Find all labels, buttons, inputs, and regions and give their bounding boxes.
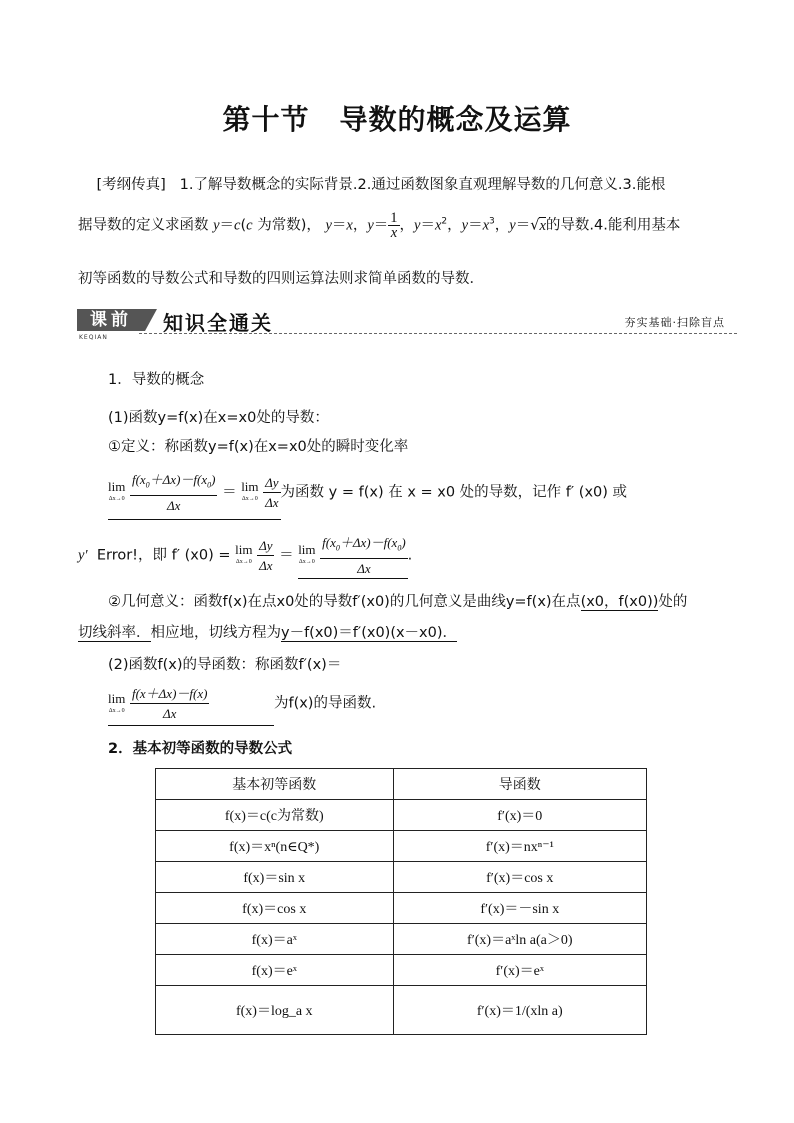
tangent-line: 切线斜率．相应地，切线方程为y－f(x0)＝f′(x0)(x－x0)． [78, 625, 458, 641]
table-row: f(x)＝cos x f′(x)＝－sin x [156, 893, 647, 924]
banner-motto: 夯实基础·扫除盲点 [624, 316, 725, 329]
table-header: 基本初等函数 [156, 769, 394, 800]
banner-pinyin: KEQIAN [79, 334, 108, 341]
table-row: f(x)＝sin x f′(x)＝cos x [156, 862, 647, 893]
banner-tag: 课前 [77, 309, 145, 331]
section-title: 导数的概念及运算 [339, 103, 572, 136]
table-row: f(x)＝log_a x f′(x)＝1/(xln a) [156, 986, 647, 1035]
derivative-formula-table [155, 768, 647, 1035]
syllabus-line-2: 据导数的定义求函数 y＝c(c 为常数)， y＝x，y＝ $\frac{1}{x}$ ，$y=x^2$，$y=x^3$，y＝√x的导数.4.能利用基本 [78, 210, 681, 241]
section-number: 第十节 [222, 103, 310, 136]
limit-symbol: lim Δx→0 [108, 479, 126, 503]
difference-quotient: $\frac{f(x_0+\Delta x)-f(x_0)}{\Delta x}$ [131, 472, 216, 513]
syllabus-line-1: [考纲传真] 1.了解导数概念的实际背景.2.通过函数图象直观理解导数的几何意义.3.能根 [96, 177, 666, 193]
definition-formula-line: lim Δx→0 $\frac{f(x_0+\Delta x)-f(x_0)}{\Delta x}$ ＝ lim Δx→0 $\frac{\Delta y}{\Delta x}$ 为函数 y = f(x) 在 x = x0 处的导数，记作 f′ (x0) 或 [108, 470, 728, 520]
table-row: f(x)＝xⁿ(n∈Q*) f′(x)＝nxⁿ⁻¹ [156, 831, 647, 862]
error-text: Error! [96, 547, 138, 564]
section1-definition-label: ①定义：称函数y=f(x)在x=x0处的瞬时变化率 [108, 439, 409, 455]
table-row: f(x)＝aˣ f′(x)＝aˣln a(a＞0) [156, 924, 647, 955]
section1-sub2: (2)函数f(x)的导函数：称函数f′(x)＝ [108, 657, 342, 673]
syllabus-line-3: 初等函数的导数公式和导数的四则运算法则求简单函数的导数． [78, 271, 484, 287]
geometric-meaning: ②几何意义：函数f(x)在点x0处的导数f′(x0)的几何意义是曲线y=f(x)在点(x0，f(x0))处的 [108, 594, 688, 610]
syllabus-tag: [考纲传真] [96, 177, 166, 193]
page-title [0, 98, 794, 138]
section2-heading: 2．基本初等函数的导数公式 [108, 741, 293, 757]
banner-divider [139, 333, 737, 334]
alt-notation-line: y′ Error!，即 f′ (x0) = lim Δx→0 $\frac{\Delta y}{\Delta x}$ ＝ lim Δx→0 $\frac{f(x_0+\Delta x)-f(x_0)}{\Delta x}$ . [78, 533, 412, 579]
derivative-function-formula: lim Δx→0 $\frac{f(x+\Delta x)-f(x)}{\Delta x}$ 为f(x)的导函数. [108, 684, 376, 726]
section-banner [77, 305, 737, 343]
table-row: f(x)＝c(c为常数) f′(x)＝0 [156, 800, 647, 831]
section1-sub1: (1)函数y=f(x)在x=x0处的导数： [108, 410, 329, 426]
fraction-1-over-x: $\frac{1}{x}$ [390, 210, 398, 241]
section1-heading: 1．导数的概念 [108, 372, 205, 388]
table-row: f(x)＝eˣ f′(x)＝eˣ [156, 955, 647, 986]
banner-heading: 知识全通关 [163, 311, 273, 335]
table-header-row [156, 769, 647, 800]
table-header: 导函数 [393, 769, 646, 800]
